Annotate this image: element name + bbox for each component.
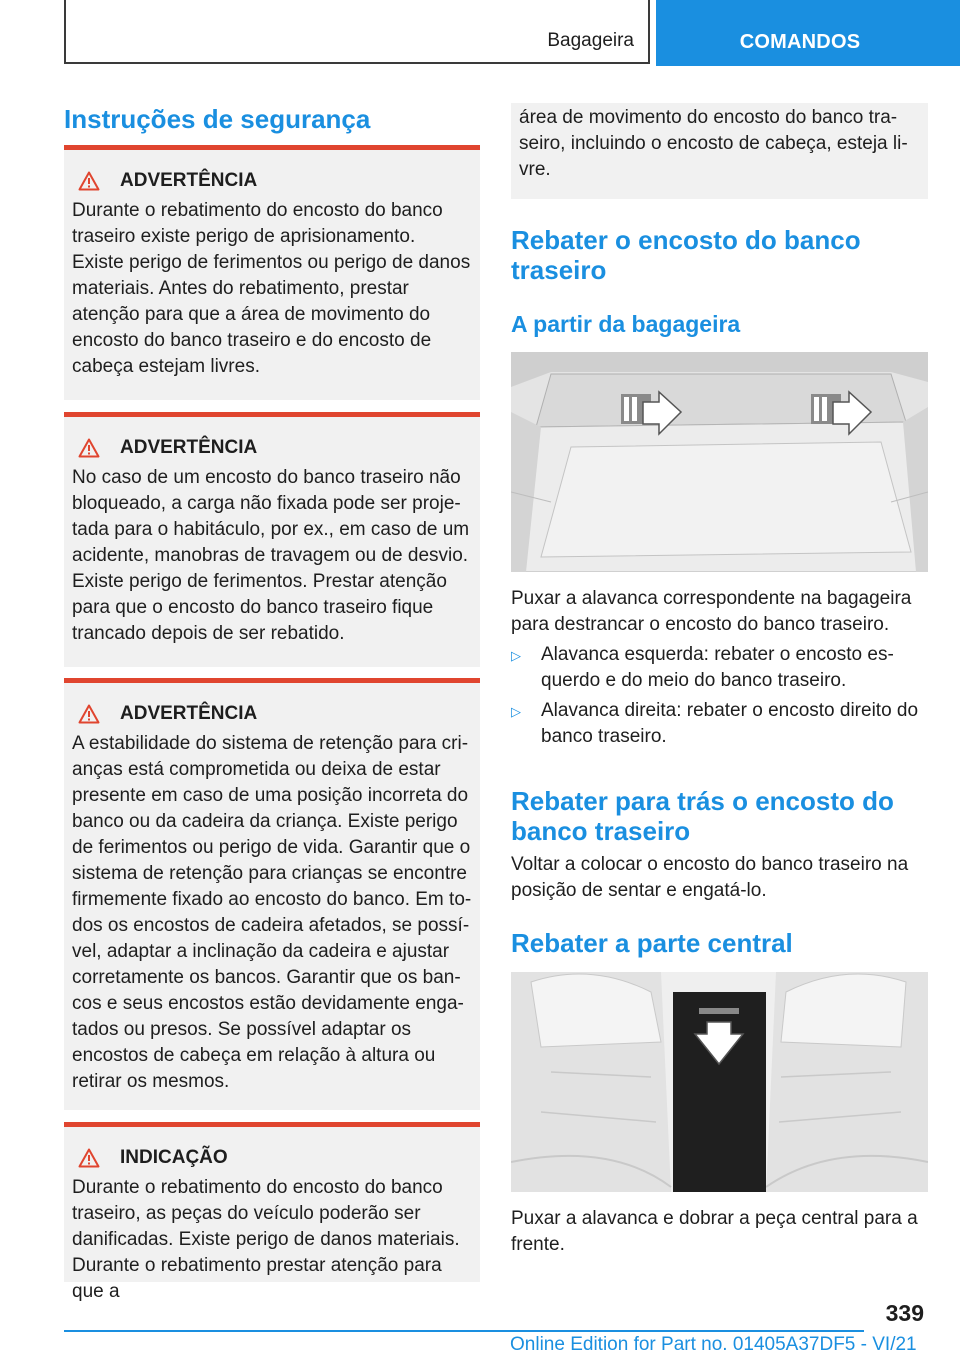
section-heading-fold-seat: Rebater o encosto do banco traseiro bbox=[511, 225, 861, 285]
warning-heading bbox=[72, 435, 472, 461]
section-heading-fold-back: Rebater para trás o encosto do banco traseiro bbox=[511, 786, 894, 846]
section-title: Bagageira bbox=[547, 30, 634, 51]
footer-divider bbox=[64, 1330, 864, 1332]
list-item bbox=[511, 642, 928, 694]
warning-triangle-icon bbox=[78, 704, 100, 724]
section-heading-safety: Instruções de segurança bbox=[64, 104, 371, 134]
header-frame bbox=[64, 0, 650, 64]
notice-text: Durante o rebatimento do encosto do banco traseiro, as peças do veículo poderão ser danificadas. Existe perigo de danos materiais. Durante o rebatimento prestar atenção para que a bbox=[72, 1177, 460, 1302]
instruction-paragraph: Puxar a alavanca e dobrar a peça central para a frente. bbox=[511, 1208, 918, 1255]
warning-triangle-icon bbox=[78, 171, 100, 191]
lever-bullet-list bbox=[511, 642, 928, 750]
warning-heading-label: ADVERTÊNCIA bbox=[120, 437, 258, 458]
notice-heading bbox=[72, 1145, 472, 1171]
warning-text: Durante o rebatimento do encosto do banco traseiro existe perigo de aprisionamento. Existe perigo de ferimentos ou perigo de danos materiais. Antes do rebatimento, prestar atenção para que a área de movimento do encosto do banco traseiro e do encosto de cabeça estejam livres. bbox=[72, 200, 471, 377]
warning-text: A estabilidade do sistema de retenção para crianças está comprometida ou deixa de estar presente em caso de uma posição incorreta do banco ou da cadeira da criança. Existe perigo de ferimentos ou perigo de vida. Garantir que o sistema de retenção para crianças se encontre firmemente fixado ao encosto do banco. Em todos os encostos de cadeira afetados, se possível, adaptar a inclinação da cadeira e ajustar corretamente os bancos. Garantir que os bancos e seus encostos estão devidamente engatados ou presos. Se possível adaptar os encostos de cabeça em relação à altura ou retirar os mesmos. bbox=[72, 733, 472, 1092]
warning-heading-label: ADVERTÊNCIA bbox=[120, 170, 258, 191]
bullet-triangle-icon: ▷ bbox=[511, 704, 521, 719]
subheading-from-trunk: A partir da bagageira bbox=[511, 311, 741, 337]
notice-continuation-box bbox=[511, 103, 928, 199]
instruction-paragraph: Voltar a colocar o encosto do banco traseiro na posição de sentar e engatá-lo. bbox=[511, 854, 909, 901]
warning-triangle-icon bbox=[78, 438, 100, 458]
chapter-tab[interactable] bbox=[656, 0, 960, 66]
list-item bbox=[511, 698, 928, 750]
warning-heading bbox=[72, 168, 472, 194]
footer-edition: Online Edition for Part no. 01405A37DF5 - VI/21 bbox=[510, 1334, 917, 1355]
chapter-tab-label: COMANDOS bbox=[739, 30, 861, 53]
page-number: 339 bbox=[885, 1300, 924, 1326]
rear-seat-illustration bbox=[511, 972, 928, 1192]
notice-continuation-text: área de movimento do encosto do banco traseiro, incluindo o encosto de cabeça, esteja livre. bbox=[519, 107, 908, 180]
trunk-levers-image bbox=[511, 352, 928, 572]
warning-triangle-icon bbox=[78, 1148, 100, 1168]
warning-text: No caso de um encosto do banco traseiro não bloqueado, a carga não fixada pode ser projetada para o habitáculo, por ex., em caso de um acidente, manobras de travagem ou de desvio. Existe perigo de ferimentos. Prestar atenção para que o encosto do banco traseiro fique trancado depois de ser rebatido. bbox=[72, 467, 470, 644]
notice-heading-label: INDICAÇÃO bbox=[120, 1147, 228, 1168]
trunk-illustration bbox=[511, 352, 928, 572]
list-item-text: Alavanca direita: rebater o encosto direito do banco traseiro. bbox=[541, 700, 919, 747]
rear-seat-center-image bbox=[511, 972, 928, 1192]
list-item-text: Alavanca esquerda: rebater o encosto esquerdo e do meio do banco traseiro. bbox=[541, 644, 894, 691]
bullet-triangle-icon: ▷ bbox=[511, 648, 521, 663]
section-heading-center-part: Rebater a parte central bbox=[511, 928, 793, 958]
warning-box bbox=[64, 412, 480, 667]
warning-box bbox=[64, 145, 480, 400]
warning-heading-label: ADVERTÊNCIA bbox=[120, 703, 258, 724]
instruction-paragraph: Puxar a alavanca correspondente na bagageira para destrancar o encosto do banco traseiro. bbox=[511, 588, 912, 635]
notice-box bbox=[64, 1122, 480, 1302]
warning-box bbox=[64, 678, 480, 1110]
warning-heading bbox=[72, 701, 472, 727]
